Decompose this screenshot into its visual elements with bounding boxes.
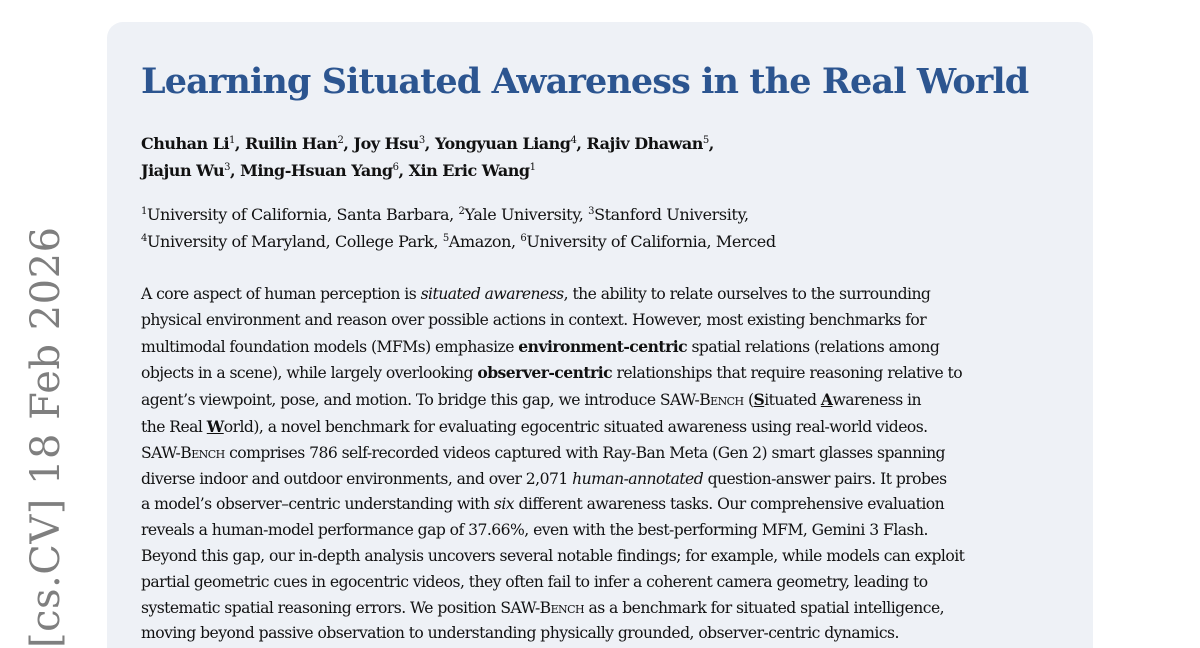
affiliation-line-2	[141, 228, 776, 255]
affiliation: $^5$Amazon,	[442, 232, 521, 251]
arxiv-side-label: [cs.CV] 18 Feb 2026	[23, 226, 69, 648]
abstract-text	[141, 282, 1061, 647]
author-list	[141, 130, 714, 184]
affiliation: $^4$University of Maryland, College Park,	[141, 232, 443, 251]
affiliation: $^1$University of California, Santa Barbara,	[141, 205, 459, 224]
abstract-line: systematic spatial reasoning errors. We position SAW-Bench as a benchmark for situated spatial intelligence,	[141, 598, 945, 617]
author-line-1	[141, 130, 714, 157]
abstract-line: a model’s observer–centric understanding with six different awareness tasks. Our comprehensive evaluation	[141, 495, 945, 514]
abstract-line: partial geometric cues in egocentric videos, they often fail to infer a coherent camera geometry, leading to	[141, 572, 928, 591]
author: Ming-Hsuan Yang$^6$,	[240, 161, 409, 180]
abstract-line: physical environment and reason over possible actions in context. However, most existing benchmarks for	[141, 310, 927, 329]
author: Ruilin Han$^2$,	[245, 134, 354, 153]
author-line-2	[141, 157, 714, 184]
abstract-line: reveals a human-model performance gap of 37.66%, even with the best-performing MFM, Gemini 3 Flash.	[141, 521, 928, 540]
affiliation: $^2$Yale University,	[458, 205, 589, 224]
paper-title: Learning Situated Awareness in the Real World	[141, 61, 1029, 102]
author: Rajiv Dhawan$^5$,	[586, 134, 714, 153]
author: Xin Eric Wang$^1$	[408, 161, 536, 180]
abstract-line: the Real World), a novel benchmark for evaluating egocentric situated awareness using real-world videos.	[141, 416, 928, 436]
author: Chuhan Li$^1$,	[141, 134, 246, 153]
author: Jiajun Wu$^3$,	[141, 161, 241, 180]
affiliation-list	[141, 201, 776, 255]
abstract-line: SAW-Bench comprises 786 self-recorded videos captured with Ray-Ban Meta (Gen 2) smart glasses spanning	[141, 443, 945, 462]
abstract-line: agent’s viewpoint, pose, and motion. To bridge this gap, we introduce SAW-Bench (Situated Awareness in	[141, 390, 921, 410]
abstract-line: diverse indoor and outdoor environments, and over 2,071 human-annotated question-answer pairs. It probes	[141, 469, 947, 488]
author: Joy Hsu$^3$,	[353, 134, 435, 153]
author: Yongyuan Liang$^4$,	[434, 134, 587, 153]
abstract-line: objects in a scene), while largely overlooking observer-centric relationships that require reasoning relative to	[141, 363, 963, 383]
abstract-line: moving beyond passive observation to understanding physically grounded, observer-centric dynamics.	[141, 624, 899, 643]
abstract-line: Beyond this gap, our in-depth analysis uncovers several notable findings; for example, while models can exploit	[141, 546, 965, 565]
affiliation: $^3$Stanford University,	[588, 205, 749, 224]
abstract-line: multimodal foundation models (MFMs) emphasize environment-centric spatial relations (relations among	[141, 336, 940, 356]
affiliation: $^6$University of California, Merced	[520, 232, 776, 251]
affiliation-line-1	[141, 201, 776, 228]
abstract-line: A core aspect of human perception is situated awareness, the ability to relate ourselves to the surrounding	[141, 285, 931, 303]
